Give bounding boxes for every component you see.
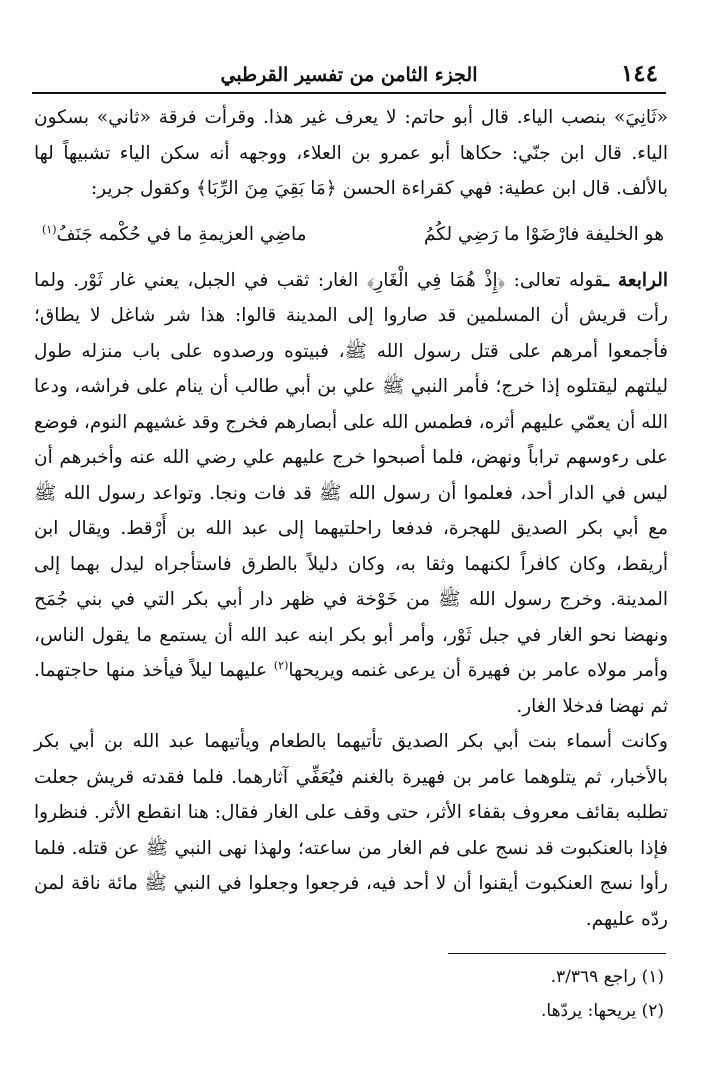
footnotes [34,960,664,1028]
main-text [34,100,668,937]
footnote-2: (٢) يريحها: يردّها. [540,1001,664,1021]
footnote-ref-1: (١) [42,222,57,236]
footnote-1: (١) راجع ٣/٣٦٩. [550,967,664,987]
poem-verse [42,221,664,249]
page-header [32,58,666,94]
running-title: الجزء الثامن من تفسير القرطبي [220,64,478,86]
paragraph-1: «ثَانِيَ» بنصب الياء. قال أبو حاتم: لا يعرف غير هذا. وقرأت فرقة «ثاني» بسكون الياء. قال ابن جنّي: حكاها أبو عمرو بن العلاء، ووجهه أنه سكن الياء تشبيهاً لها بالألف. قال ابن عطية: فهي كقراءة الحسن ﴿مَا بَقِيَ مِنَ الرِّبَا﴾ وكقول جرير: [34,107,668,199]
page-number: ١٤٤ [620,60,658,87]
footnote-ref-2: (٢) [273,658,289,672]
paragraph-2-text: قوله تعالى: ﴿إِذْ هُمَا فِي الْغَارِ﴾ الغار: ثقب في الجبل، يعني غار ثَوْر. ولما رأت قريش أن المسلمين قد صاروا إلى المدينة قالوا: هذا شر شاغل لا يطاق؛ فأجمعوا أمرهم على قتل رسول الله ﷺ، فبيتوه ورصدوه على باب منزله طول ليلتهم ليقتلوه إذا خرج؛ فأمر النبي ﷺ علي بن أبي طالب أن ينام على فراشه، ودعا الله أن يعمّي عليهم أثره، فطمس الله على أبصارهم فخرج وقد غشيهم النوم، فوضع على رءوسهم تراباً ونهض، فلما أصبحوا خرج عليهم علي رضي الله عنه وأخبرهم أن ليس في الدار أحد، فعلموا أن رسول الله ﷺ قد فات ونجا. وتواعد رسول الله ﷺ مع أبي بكر الصديق للهجرة، فدفعا راحلتيهما إلى عبد الله بن أَرْقط. ويقال ابن أريقط، وكان كافراً لكنهما وثقا به، وكان دليلاً بالطرق فاستأجراه ليدل بهما إلى المدينة. وخرج رسول الله ﷺ من خَوْخة في ظهر دار أبي بكر التي في بني جُمَح ونهضا نحو الغار في جبل ثَوْر، وأمر أبو بكر ابنه عبد الله أن يستمع ما يقول الناس، وأمر مولاه عامر بن فهيرة أن يرعى غنمه ويريحها [34,269,669,681]
section-lead: الرابعة ـ [603,269,668,291]
paragraph-2 [34,263,668,725]
verse-first-hemistich: هو الخليفة فارْضَوْا ما رَضِي لكُمُ [423,223,664,245]
footnote-divider [448,953,666,954]
verse-second-text: ماضِي العزيمةِ ما في حُكْمه جَنَفُ [56,223,307,245]
verse-second-hemistich [42,221,307,249]
paragraph-3: وكانت أسماء بنت أبي بكر الصديق تأتيهما بالطعام ويأتيهما عبد الله بن أبي بكر بالأخبار، ثم يتلوهما عامر بن فهيرة بالغنم فيُعَفِّي آثارهما. فلما فقدته قريش جعلت تطلبه بقائف معروف بقفاء الأثر، حتى وقف على الغار فقال: هنا انقطع الأثر. فنظروا فإذا بالعنكبوت قد نسج على فم الغار من ساعته؛ ولهذا نهى النبي ﷺ عن قتله. فلما رأوا نسج العنكبوت أيقنوا أن لا أحد فيه، فرجعوا وجعلوا في النبي ﷺ مائة ناقة لمن ردّه عليهم. [34,731,668,930]
paragraph-2-end: عليهما ليلاً فيأخذ منها حاجتهما. ثم نهضا فدخلا الغار. [34,660,668,717]
